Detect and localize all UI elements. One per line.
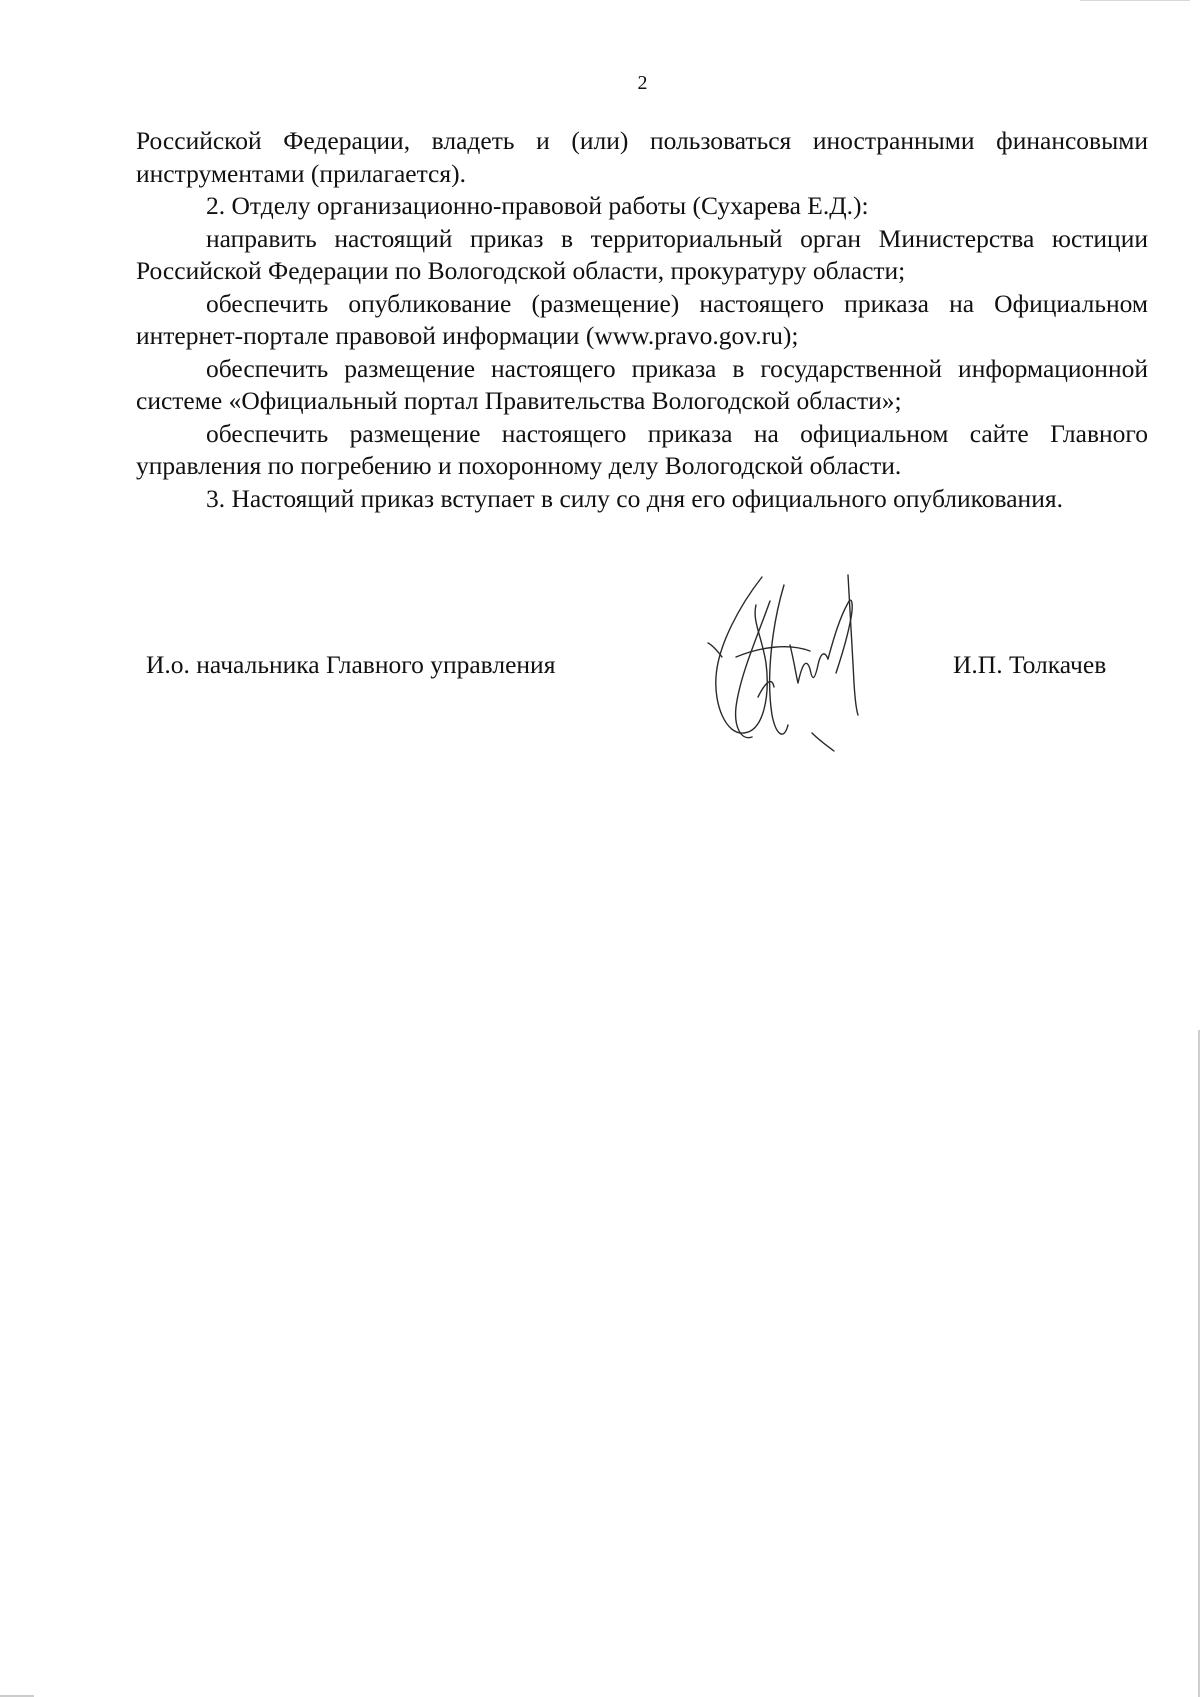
signatory-name: И.П. Толкачев: [953, 650, 1107, 679]
handwritten-signature: [700, 565, 880, 755]
paragraph-item-2: 2. Отделу организационно-правовой работы (Сухарева Е.Д.):: [206, 191, 869, 220]
scan-edge-top: [1080, 0, 1190, 1]
signatory-position: И.о. начальника Главного управления: [146, 650, 556, 679]
document-body: [136, 125, 1148, 515]
paragraph-publish-portal: обеспечить опубликование (размещение) настоящего приказа на Официальном интернет-портале правовой информации (www.pravo.gov.ru);: [136, 288, 1148, 350]
paragraph-continuation: Российской Федерации, владеть и (или) пользоваться иностранными финансовыми инструментами (прилагается).: [136, 126, 1148, 188]
paragraph-publish-government-portal: обеспечить размещение настоящего приказа в государственной информационной системе «Официальный портал Правительства Вологодской области»;: [136, 353, 1148, 415]
paragraph-send-order: направить настоящий приказ в территориальный орган Министерства юстиции Российской Федерации по Вологодской области, прокуратуру области;: [136, 223, 1148, 285]
page-number: 2: [637, 72, 648, 94]
paragraph-item-3: 3. Настоящий приказ вступает в силу со дня его официального опубликования.: [206, 483, 1063, 513]
paragraph-publish-website: обеспечить размещение настоящего приказа на официальном сайте Главного управления по погребению и похоронному делу Вологодской области.: [136, 418, 1148, 480]
